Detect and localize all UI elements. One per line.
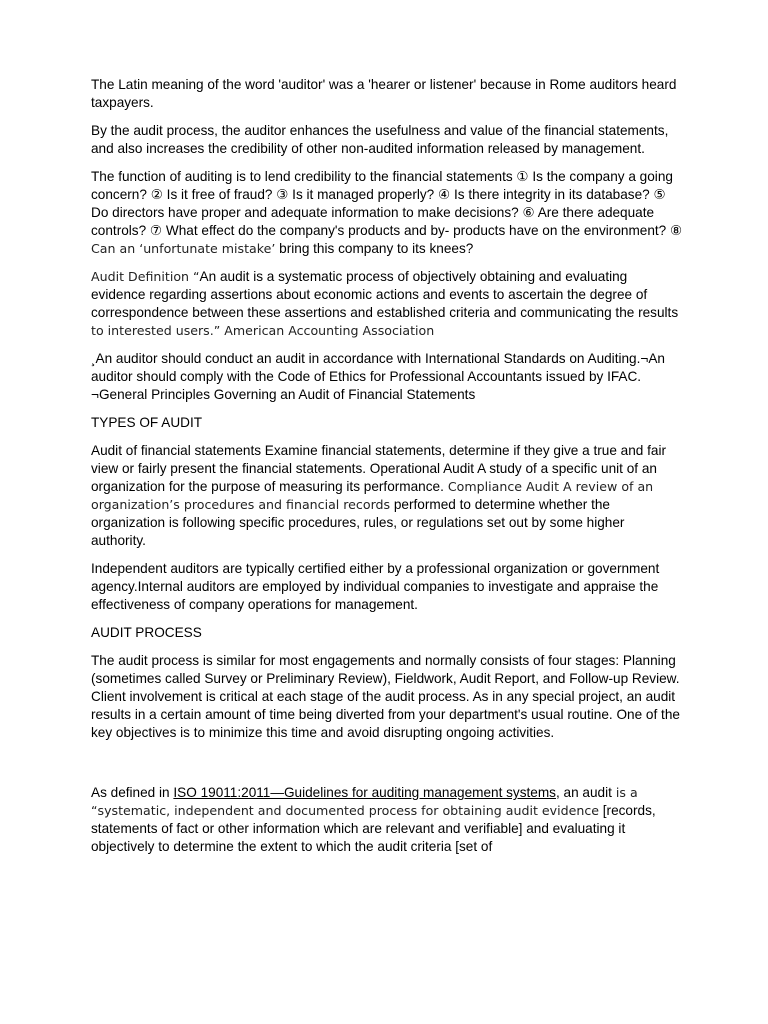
- iso-text-3: [records, statements of fact or other information which are relevant and verifiable] and evaluating it objectively to determine the extent to which the audit criteria [set of: [91, 803, 656, 854]
- heading-types-of-audit: TYPES OF AUDIT: [91, 415, 203, 430]
- heading-audit-process: AUDIT PROCESS: [91, 625, 202, 640]
- compliance-audit-text: Compliance Audit A review of an organization’s procedures and financial records: [91, 479, 654, 512]
- function-text-end: bring this company to its knees?: [275, 241, 474, 256]
- definition-text: An audit is a systematic process of objectively obtaining and evaluating evidence regarding assertions about economic actions and events to ascertain the degree of correspondence between these assertions and established criteria and communicating the results: [91, 269, 679, 320]
- types-text-end: performed to determine whether the organization is following specific procedures, rules, or regulations set out by some higher authority.: [91, 497, 625, 548]
- definition-label: Audit Definition “: [91, 269, 200, 284]
- iso-quote: is a “systematic, independent and documented process for obtaining audit evidence: [91, 785, 638, 818]
- paragraph-audit-process: The audit process is similar for most engagements and normally consists of four stages: Planning (sometimes called Survey or Preliminary Review), Fieldwork, Audit Report, and Follow-up Review. Client involvement is critical at each stage of the audit process. As in any special project, an audit results in a certain amount of time being diverted from your department's usual routine. One of the key objectives is to minimize this time and avoid disrupting ongoing activities.: [91, 653, 680, 740]
- types-text: Audit of financial statements Examine financial statements, determine if they give a true and fair view or fairly present the financial statements. Operational Audit A study of a specific unit of an organization for the purpose of measuring its performance.: [91, 443, 667, 494]
- paragraph-latin-meaning: The Latin meaning of the word 'auditor' was a 'hearer or listener' because in Rome auditors heard taxpayers.: [91, 77, 677, 110]
- iso-text: As defined in: [91, 785, 174, 800]
- paragraph-independent-auditors: Independent auditors are typically certified either by a professional organization or government agency.Internal auditors are employed by individual companies to investigate and appraise the effectiveness of company operations for management.: [91, 561, 660, 612]
- paragraph-iso-definition: [91, 784, 683, 856]
- spacer: [91, 768, 683, 784]
- spacer: [91, 752, 683, 768]
- iso-link[interactable]: ISO 19011:2011—Guidelines for auditing management systems: [173, 785, 556, 800]
- definition-source: to interested users.” American Accounting Association: [91, 323, 435, 338]
- unfortunate-mistake-text: Can an ‘unfortunate mistake’: [91, 241, 276, 256]
- paragraph-auditor-standards: ¸An auditor should conduct an audit in accordance with International Standards on Auditing.¬An auditor should comply with the Code of Ethics for Professional Accountants issued by IFAC. ¬General Principles Governing an Audit of Financial Statements: [91, 351, 665, 402]
- document-body: [91, 76, 683, 866]
- paragraph-types-of-audit: [91, 442, 683, 550]
- paragraph-audit-process-value: By the audit process, the auditor enhances the usefulness and value of the financial statements, and also increases the credibility of other non-audited information released by management.: [91, 123, 669, 156]
- paragraph-audit-definition: [91, 268, 683, 340]
- paragraph-function-of-auditing: [91, 168, 683, 258]
- iso-text-2: , an audit: [555, 785, 612, 800]
- function-text: The function of auditing is to lend credibility to the financial statements ① Is the company a going concern? ② Is it free of fraud? ③ Is it managed properly? ④ Is there integrity in its database? ⑤ Do directors have proper and adequate information to make decisions? ⑥ Are there adequate controls? ⑦ What effect do the company's products and by- products have on the environment? ⑧: [91, 169, 683, 238]
